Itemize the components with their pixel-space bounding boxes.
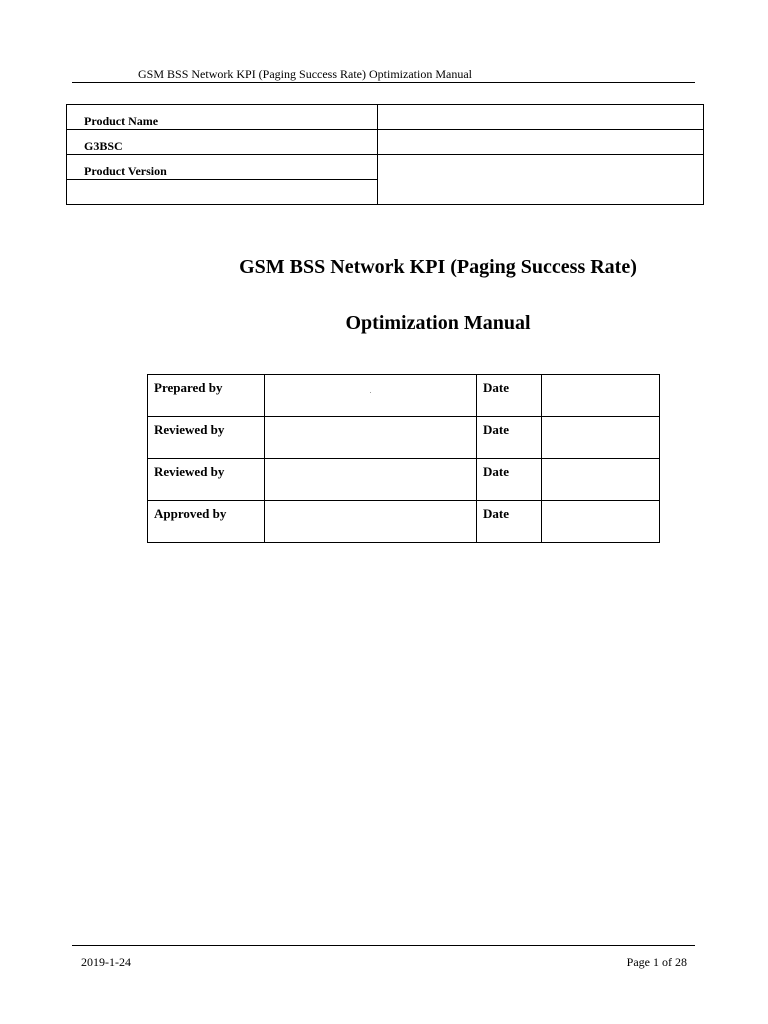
product-empty-cell: [378, 130, 704, 155]
date-value-cell: [542, 501, 660, 543]
signoff-row: [148, 501, 660, 543]
name-value-cell: [265, 501, 477, 543]
signoff-row: [148, 417, 660, 459]
signoff-row: [148, 459, 660, 501]
page-number: Page 1 of 28: [626, 955, 687, 969]
date-value-cell: [542, 417, 660, 459]
role-label: Reviewed by: [154, 464, 225, 479]
signoff-table: [147, 374, 660, 543]
product-version-value-cell: [378, 155, 704, 205]
product-version-label: Product Version: [84, 164, 167, 178]
signoff-row: [148, 375, 660, 417]
product-name-empty-cell: [378, 105, 704, 130]
product-name-value: G3BSC: [84, 139, 123, 153]
document-title-line1: GSM BSS Network KPI (Paging Success Rate): [239, 256, 637, 278]
date-value-cell: [542, 459, 660, 501]
name-value-cell: [265, 459, 477, 501]
product-version-empty-cell: [67, 180, 378, 205]
date-label: Date: [483, 380, 509, 395]
role-label: Reviewed by: [154, 422, 225, 437]
name-value-cell: [265, 417, 477, 459]
date-label: Date: [483, 506, 509, 521]
role-label: Prepared by: [154, 380, 223, 395]
date-value-cell: [542, 375, 660, 417]
stray-mark: .: [369, 389, 372, 395]
footer-date: 2019-1-24: [81, 955, 131, 969]
role-label: Approved by: [154, 506, 227, 521]
document-title-line2: Optimization Manual: [345, 312, 531, 334]
product-info-table: [66, 104, 704, 205]
date-label: Date: [483, 422, 509, 437]
page-header: [72, 67, 695, 83]
product-name-label: Product Name: [84, 114, 159, 128]
page-footer: [72, 945, 695, 970]
header-title: GSM BSS Network KPI (Paging Success Rate) Optimization Manual: [138, 67, 472, 81]
date-label: Date: [483, 464, 509, 479]
